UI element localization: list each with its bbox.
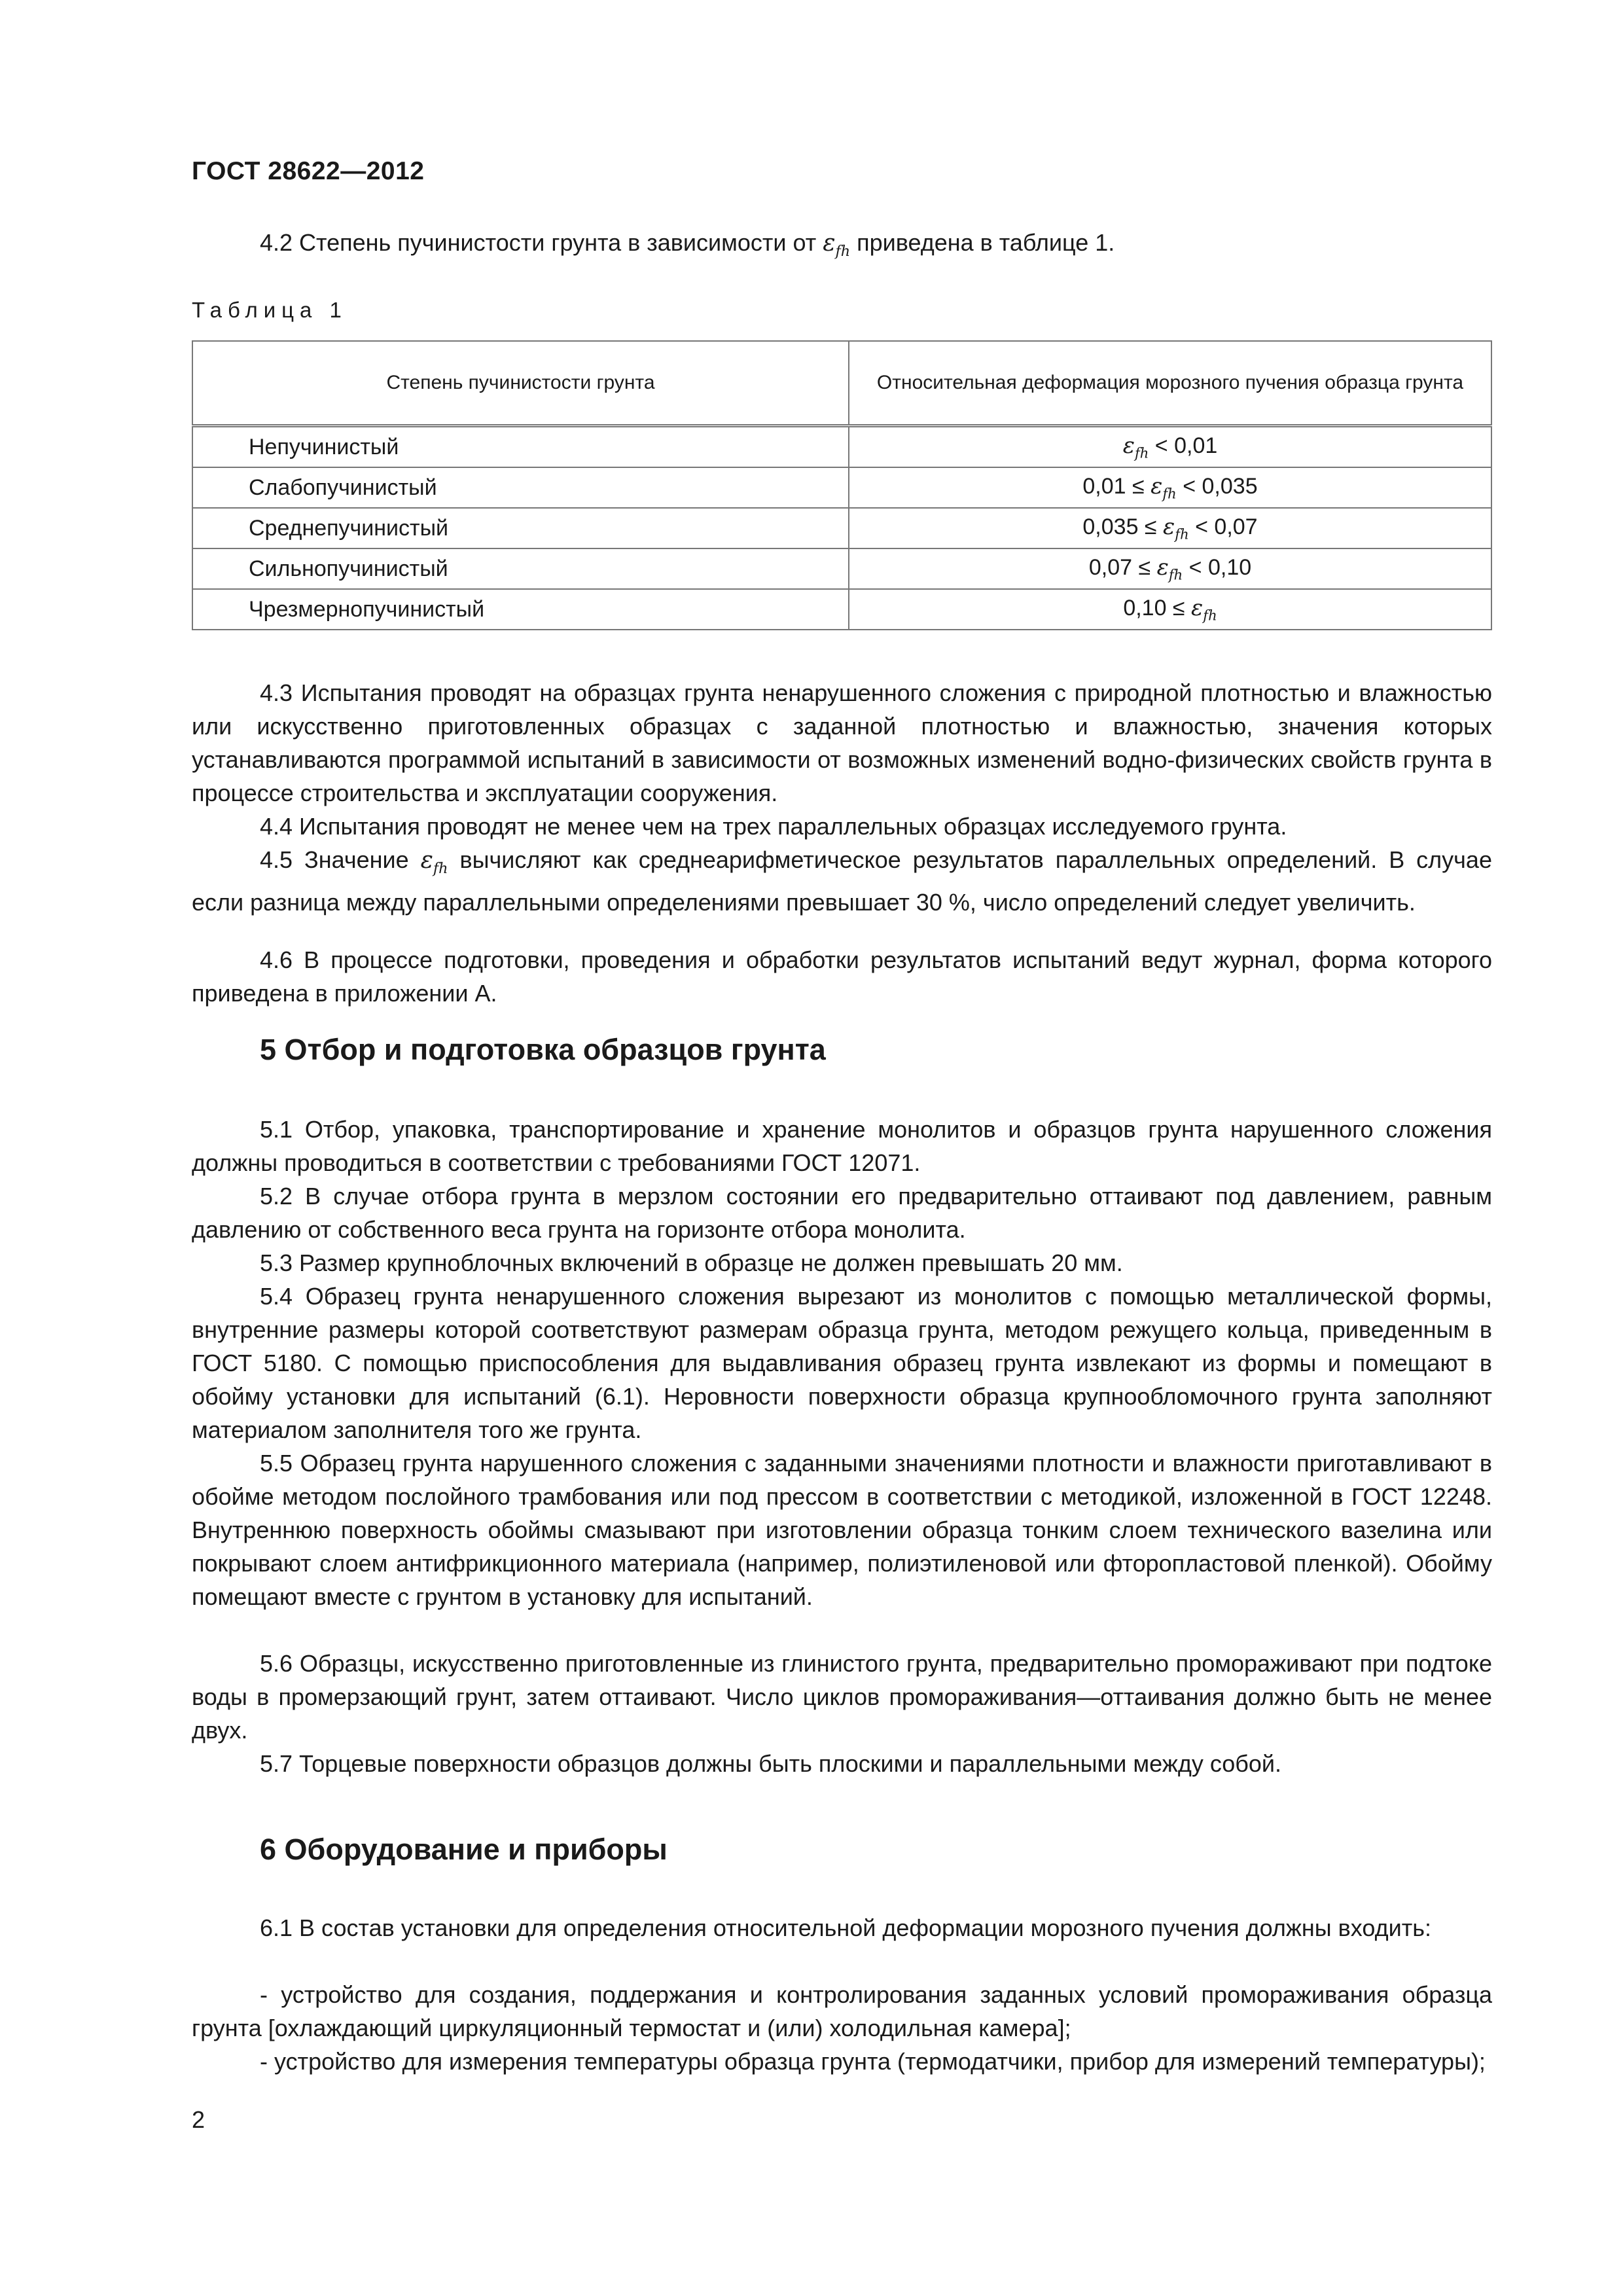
paragraph-4-6: 4.6 В процессе подготовки, проведения и обработки результатов испытаний ведут журнал, форма которого приведена в приложении А. (192, 946, 1492, 1007)
table-cell-category: Непучинистый (192, 426, 849, 468)
page-number: 2 (192, 2106, 205, 2133)
paragraph-4-5: 4.5 Значение $\varepsilon_{fh}$ вычисляют как среднеарифметическое результатов параллельных определений. В случае если разница между параллельными определениями превышает 30 %, число определений следует увеличить. (192, 846, 1492, 916)
paragraph-5-3: 5.3 Размер крупноблочных включений в образце не должен превышать 20 мм. (260, 1249, 1123, 1276)
table-cell-category: Чрезмернопучинистый (192, 589, 849, 630)
paragraph-4-2-text-after: приведена в таблице 1. (850, 229, 1115, 256)
table-header-cell: Относительная деформация морозного пучения образца грунта (849, 341, 1491, 426)
document-header: ГОСТ 28622—2012 (192, 157, 425, 185)
table-row (192, 467, 1491, 508)
paragraph-4-3: 4.3 Испытания проводят на образцах грунта ненарушенного сложения с природной плотностью и влажностью или искусственно приготовленных образцах с заданной плотностью и влажностью, значения которых устанавливаются программой испытаний в зависимости от возможных изменений водно-физических свойств грунта в процессе строительства и эксплуатации сооружения. (192, 679, 1492, 806)
table-cell-category: Среднепучинистый (192, 508, 849, 548)
paragraph-5-2: 5.2 В случае отбора грунта в мерзлом состоянии его предварительно оттаивают под давлением, равным давлению от собственного веса грунта на горизонте отбора монолита. (192, 1183, 1492, 1243)
epsilon-fh-symbol: $\varepsilon_{fh}$ (823, 230, 851, 260)
table-cell-category: Слабопучинистый (192, 467, 849, 508)
table-row (192, 548, 1491, 589)
table-row (192, 508, 1491, 548)
table-cell-value: $0,01 \le \varepsilon_{fh} < 0,035$ (849, 467, 1491, 508)
epsilon-fh-symbol: $\varepsilon_{fh}$ (1191, 595, 1217, 624)
table-cell-value: $0,07 \le \varepsilon_{fh} < 0,10$ (849, 548, 1491, 589)
paragraph-4-2-text-before: 4.2 Степень пучинистости грунта в зависимости от (260, 229, 823, 256)
table-1-caption: Таблица 1 (192, 298, 348, 322)
table-row (192, 589, 1491, 630)
paragraph-5-1: 5.1 Отбор, упаковка, транспортирование и хранение монолитов и образцов грунта нарушенного сложения должны проводиться в соответствии с требованиями ГОСТ 12071. (192, 1116, 1492, 1176)
epsilon-fh-symbol: $\varepsilon_{fh}$ (1156, 554, 1183, 583)
paragraph-4-2 (260, 229, 1115, 260)
table-header-row (192, 341, 1491, 426)
epsilon-fh-symbol: $\varepsilon_{fh}$ (1163, 514, 1189, 543)
table-row (192, 426, 1491, 468)
epsilon-fh-symbol: $\varepsilon_{fh}$ (420, 847, 448, 877)
table-header-cell: Степень пучинистости грунта (192, 341, 849, 426)
table-cell-category: Сильнопучинистый (192, 548, 849, 589)
paragraph-4-4: 4.4 Испытания проводят не менее чем на трех параллельных образцах исследуемого грунта. (260, 813, 1287, 840)
section-5-title: 5 Отбор и подготовка образцов грунта (260, 1033, 826, 1066)
paragraph-5-4: 5.4 Образец грунта ненарушенного сложения вырезают из монолитов с помощью металлической формы, внутренние размеры которой соответствуют размерам образца грунта, методом режущего кольца, приведенным в ГОСТ 5180. С помощью приспособления для выдавливания образец грунта извлекают из формы и помещают в обойму установки для испытаний (6.1). Неровности поверхности образца крупнообломочного грунта заполняют материалом заполнителя того же грунта. (192, 1283, 1492, 1443)
table-1 (192, 340, 1492, 630)
epsilon-fh-symbol: $\varepsilon_{fh}$ (1122, 433, 1149, 461)
paragraph-5-7: 5.7 Торцевые поверхности образцов должны быть плоскими и параллельными между собой. (260, 1750, 1282, 1777)
paragraph-5-6: 5.6 Образцы, искусственно приготовленные из глинистого грунта, предварительно промораживают при подтоке воды в промерзающий грунт, затем оттаивают. Число циклов промораживания—оттаивания должно быть не менее двух. (192, 1650, 1492, 1744)
section-6-title: 6 Оборудование и приборы (260, 1833, 668, 1866)
epsilon-fh-symbol: $\varepsilon_{fh}$ (1150, 473, 1177, 502)
paragraph-6-1: 6.1 В состав установки для определения относительной деформации морозного пучения должны входить: (260, 1914, 1431, 1941)
table-cell-value: $\varepsilon_{fh} < 0,01$ (849, 426, 1491, 468)
list-item: - устройство для создания, поддержания и контролирования заданных условий промораживания образца грунта [охлаждающий циркуляционный термостат и (или) холодильная камера]; (192, 1981, 1492, 2041)
list-item: - устройство для измерения температуры образца грунта (термодатчики, прибор для измерений температуры); (260, 2048, 1486, 2075)
paragraph-5-5: 5.5 Образец грунта нарушенного сложения с заданными значениями плотности и влажности приготавливают в обойме методом послойного трамбования или под прессом в соответствии с методикой, изложенной в ГОСТ 12248. Внутреннюю поверхность обоймы смазывают при изготовлении образца тонким слоем технического вазелина или покрывают слоем антифрикционного материала (например, полиэтиленовой или фторопластовой пленкой). Обойму помещают вместе с грунтом в установку для испытаний. (192, 1450, 1492, 1610)
table-cell-value: $0,035 \le \varepsilon_{fh} < 0,07$ (849, 508, 1491, 548)
table-cell-value: $0,10 \le \varepsilon_{fh}$ (849, 589, 1491, 630)
